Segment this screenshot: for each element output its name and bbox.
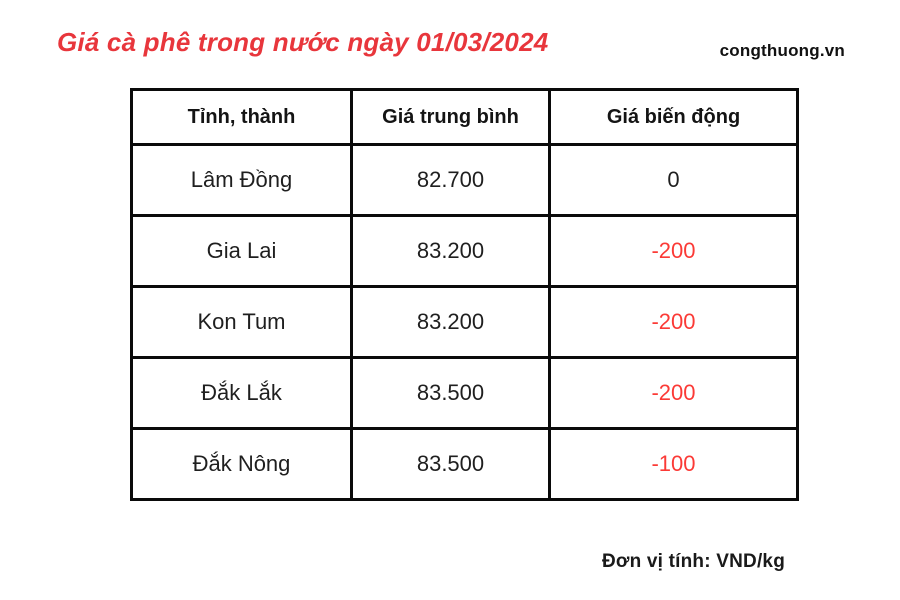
avg-price-cell: 83.500: [352, 429, 550, 500]
table-row: [132, 358, 798, 429]
col-header-avg-price: Giá trung bình: [352, 90, 550, 145]
change-cell: -200: [550, 358, 798, 429]
table-row: [132, 145, 798, 216]
province-cell: Kon Tum: [132, 287, 352, 358]
change-cell: -200: [550, 216, 798, 287]
change-cell: 0: [550, 145, 798, 216]
table-row: [132, 429, 798, 500]
site-logo: congthuong.vn: [719, 41, 845, 60]
table-row: [132, 216, 798, 287]
avg-price-cell: 83.200: [352, 216, 550, 287]
change-cell: -200: [550, 287, 798, 358]
header-row: [132, 90, 798, 145]
avg-price-cell: 83.500: [352, 358, 550, 429]
coffee-price-table: [130, 88, 799, 501]
avg-price-cell: 82.700: [352, 145, 550, 216]
province-cell: Đắk Nông: [132, 429, 352, 500]
table-row: [132, 287, 798, 358]
unit-note: Đơn vị tính: VND/kg: [601, 551, 785, 572]
col-header-province: Tỉnh, thành: [132, 90, 352, 145]
province-cell: Lâm Đồng: [132, 145, 352, 216]
province-cell: Gia Lai: [132, 216, 352, 287]
table-body: [132, 145, 798, 500]
avg-price-cell: 83.200: [352, 287, 550, 358]
province-cell: Đắk Lắk: [132, 358, 352, 429]
page-title: Giá cà phê trong nước ngày 01/03/2024: [57, 27, 549, 57]
col-header-change: Giá biến động: [550, 90, 798, 145]
change-cell: -100: [550, 429, 798, 500]
table-header: [132, 90, 798, 145]
